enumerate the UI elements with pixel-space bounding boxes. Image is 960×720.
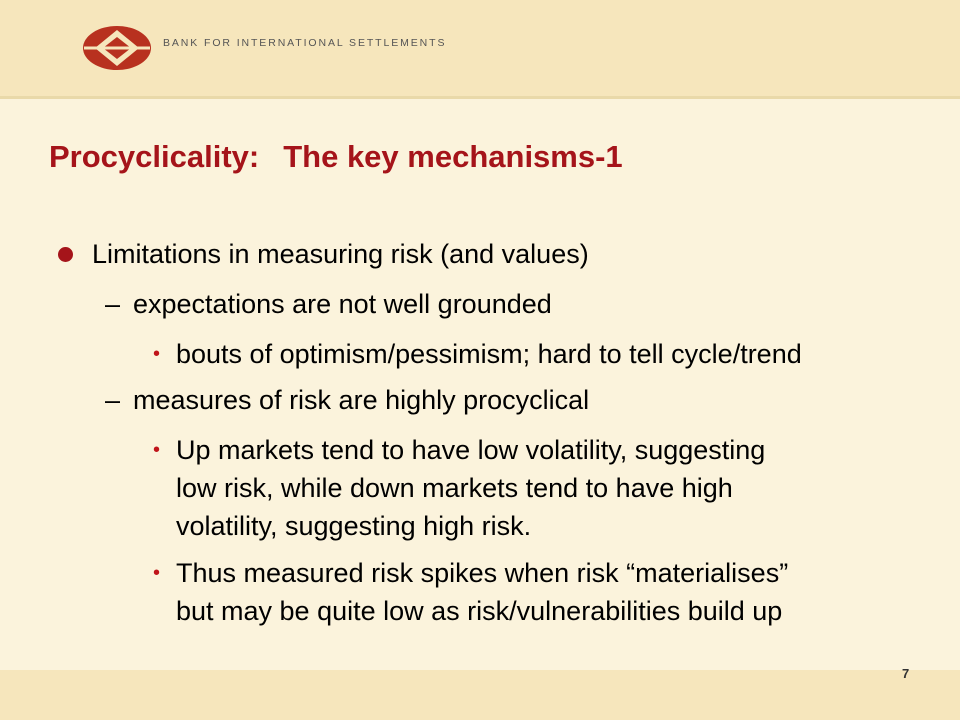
bis-logo <box>82 25 152 71</box>
bullet-level3: bouts of optimism/pessimism; hard to tell cycle/trend <box>176 339 802 369</box>
bullet-level3-line: low risk, while down markets tend to have high <box>176 473 733 503</box>
bullet-level2: measures of risk are highly procyclical <box>133 385 590 415</box>
bullet-level3-line: volatility, suggesting high risk. <box>176 511 532 541</box>
bullet-level3-line: Up markets tend to have low volatility, suggesting <box>176 435 766 465</box>
bullet-level2: expectations are not well grounded <box>133 289 552 319</box>
header-band <box>0 0 960 99</box>
slide-title <box>49 139 623 175</box>
dash-bullet: – <box>105 385 121 415</box>
small-bullet: • <box>153 562 161 584</box>
small-bullet: • <box>153 343 161 365</box>
title-part-2: The key mechanisms-1 <box>283 139 623 174</box>
bullet-level3-line: Thus measured risk spikes when risk “materialises” <box>176 558 789 588</box>
footer-band <box>0 670 960 720</box>
dash-bullet: – <box>105 289 121 319</box>
page-number: 7 <box>902 666 910 681</box>
title-part-1: Procyclicality: <box>49 139 260 174</box>
bullet-level1: Limitations in measuring risk (and values) <box>92 239 589 269</box>
small-bullet: • <box>153 439 161 461</box>
org-name: BANK FOR INTERNATIONAL SETTLEMENTS <box>163 37 447 49</box>
bullet-level3-line: but may be quite low as risk/vulnerabilities build up <box>176 596 783 626</box>
bullet-dot <box>58 247 73 262</box>
